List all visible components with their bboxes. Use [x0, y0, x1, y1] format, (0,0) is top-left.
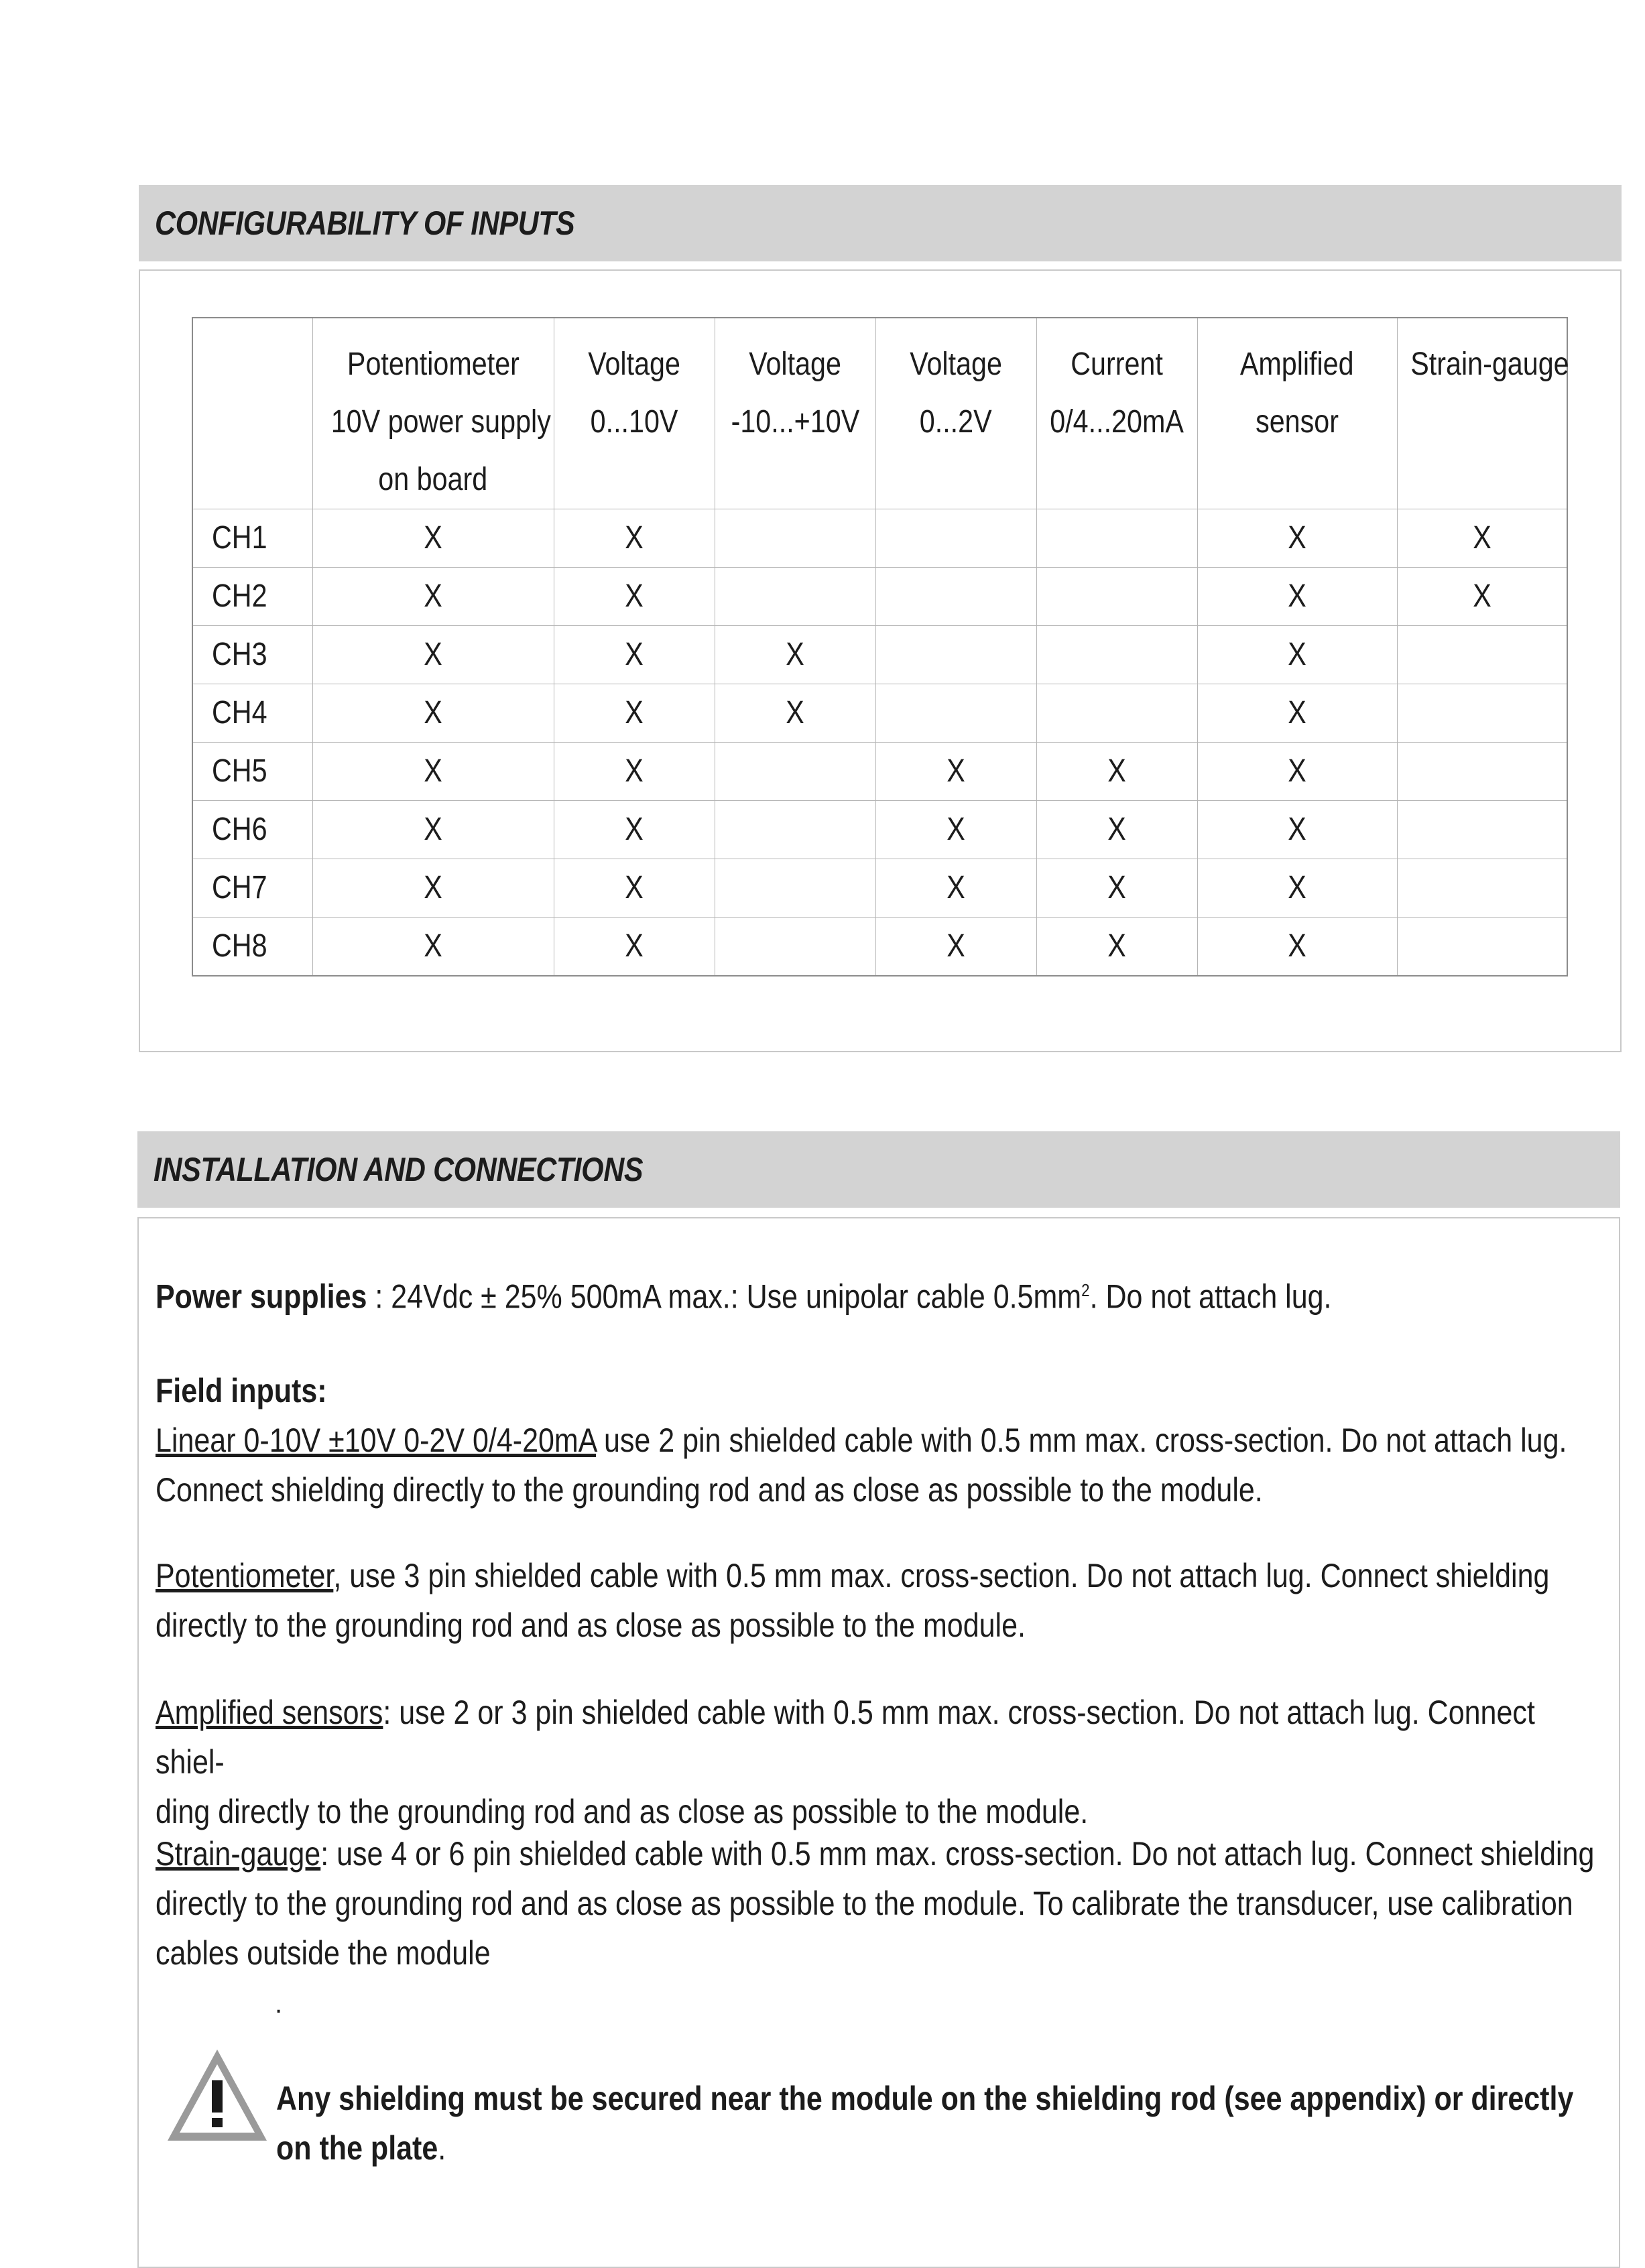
table-cell: X [786, 637, 804, 672]
table-cell: X [424, 753, 442, 789]
table-cell: X [424, 812, 442, 847]
channel-label: CH5 [212, 753, 267, 789]
strain-gauge-text-b: directly to the grounding rod and as close as possible to the module. To calibrate the transducer, use calibration [156, 1885, 1573, 1922]
strain-gauge-text-a: : use 4 or 6 pin shielded cable with 0.5 mm max. cross-section. Do not attach lug. Connect shielding [320, 1835, 1595, 1873]
warning-line2-end: . [438, 2129, 446, 2167]
power-supplies-text-b: . Do not attach lug. [1089, 1277, 1332, 1316]
input-configuration-table [192, 317, 1568, 976]
table-cell: X [625, 812, 644, 847]
section-title-installation: INSTALLATION AND CONNECTIONS [154, 1151, 644, 1188]
table-cell: X [1472, 520, 1491, 556]
table-cell: X [947, 870, 965, 905]
table-row [192, 626, 1567, 684]
power-supplies-label: Power supplies [156, 1277, 367, 1316]
section-header-installation [137, 1131, 1620, 1208]
table-cell: X [1107, 812, 1126, 847]
stray-dot: . [275, 1989, 283, 2019]
field-inputs-label: Field inputs: [156, 1372, 327, 1409]
table-cell: X [1288, 870, 1306, 905]
table-cell: X [424, 520, 442, 556]
potentiometer-label: Potentiometer [156, 1557, 334, 1594]
table-row [192, 684, 1567, 743]
header-voltage-0-10: Voltage 0...10V [554, 318, 715, 509]
header-cell-empty [192, 318, 312, 509]
header-amplified-sensor: Amplified sensor [1197, 318, 1397, 509]
table-cell: X [625, 928, 644, 964]
power-supplies-text-a: : 24Vdc ± 25% 500mA max.: Use unipolar cable 0.5mm [367, 1277, 1082, 1316]
linear-label: Linear 0-10V ±10V 0-2V 0/4-20mA [156, 1422, 597, 1459]
power-supplies-paragraph [156, 1265, 1603, 1322]
channel-label: CH4 [212, 695, 267, 731]
channel-label: CH2 [212, 578, 267, 614]
warning-line2-bold: on the plate [276, 2129, 438, 2167]
potentiometer-paragraph [156, 1551, 1603, 1650]
table-cell: X [424, 870, 442, 905]
table-cell: X [947, 812, 965, 847]
field-inputs-paragraph [156, 1366, 1603, 1515]
table-row [192, 743, 1567, 801]
potentiometer-text-a: , use 3 pin shielded cable with 0.5 mm max. cross-section. Do not attach lug. Connect shielding [333, 1557, 1550, 1594]
linear-text-a: use 2 pin shielded cable with 0.5 mm max. cross-section. Do not attach lug. [596, 1422, 1567, 1459]
table-cell: X [1288, 928, 1306, 964]
warning-icon [164, 2045, 271, 2146]
linear-text-b: Connect shielding directly to the grounding rod and as close as possible to the module. [156, 1471, 1263, 1509]
amplified-paragraph [156, 1688, 1603, 1836]
warning-paragraph [276, 2074, 1603, 2173]
power-supplies-sup: 2 [1081, 1280, 1090, 1300]
table-cell: X [625, 637, 644, 672]
strain-gauge-paragraph [156, 1829, 1603, 1978]
channel-label: CH7 [212, 870, 267, 905]
amplified-text-b: ding directly to the grounding rod and as close as possible to the module. [156, 1793, 1089, 1830]
table-row [192, 801, 1567, 859]
potentiometer-text-b: directly to the grounding rod and as close as possible to the module. [156, 1606, 1026, 1644]
table-row [192, 859, 1567, 918]
header-current: Current 0/4...20mA [1036, 318, 1197, 509]
table-cell: X [1288, 812, 1306, 847]
strain-gauge-text-c: cables outside the module [156, 1934, 491, 1972]
table-cell: X [1288, 753, 1306, 789]
table-row [192, 568, 1567, 626]
warning-line1: Any shielding must be secured near the module on the shielding rod (see appendix) or directly [276, 2080, 1574, 2117]
table-cell: X [1107, 753, 1126, 789]
table-cell: X [1288, 578, 1306, 614]
table-cell: X [625, 578, 644, 614]
table-row [192, 918, 1567, 976]
header-voltage-pm10: Voltage -10...+10V [715, 318, 875, 509]
table-cell: X [424, 578, 442, 614]
table-cell: X [1107, 870, 1126, 905]
table-cell: X [424, 695, 442, 731]
channel-label: CH1 [212, 520, 267, 556]
header-potentiometer: Potentiometer 10V power supply on board [312, 318, 554, 509]
header-strain-gauge: Strain-gauge [1397, 318, 1567, 509]
table-cell: X [1472, 578, 1491, 614]
table-cell: X [947, 928, 965, 964]
amplified-text-a: : use 2 or 3 pin shielded cable with 0.5 mm max. cross-section. Do not attach lug. Connect shiel- [156, 1694, 1535, 1781]
header-voltage-0-2: Voltage 0...2V [875, 318, 1036, 509]
amplified-label: Amplified sensors [156, 1694, 383, 1731]
table-cell: X [625, 520, 644, 556]
table-cell: X [1288, 695, 1306, 731]
table-cell: X [1107, 928, 1126, 964]
table-cell: X [1288, 637, 1306, 672]
table-cell: X [424, 928, 442, 964]
table-cell: X [786, 695, 804, 731]
table-cell: X [625, 870, 644, 905]
section-header-configurability [139, 185, 1622, 261]
channel-label: CH6 [212, 812, 267, 847]
channel-label: CH3 [212, 637, 267, 672]
table-cell: X [947, 753, 965, 789]
table-row [192, 509, 1567, 568]
table-header-row [192, 318, 1567, 509]
table-cell: X [625, 695, 644, 731]
table-cell: X [1288, 520, 1306, 556]
table-cell: X [625, 753, 644, 789]
channel-label: CH8 [212, 928, 267, 964]
section-title-configurability: CONFIGURABILITY OF INPUTS [155, 204, 575, 242]
strain-gauge-label: Strain-gauge [156, 1835, 321, 1873]
table-cell: X [424, 637, 442, 672]
